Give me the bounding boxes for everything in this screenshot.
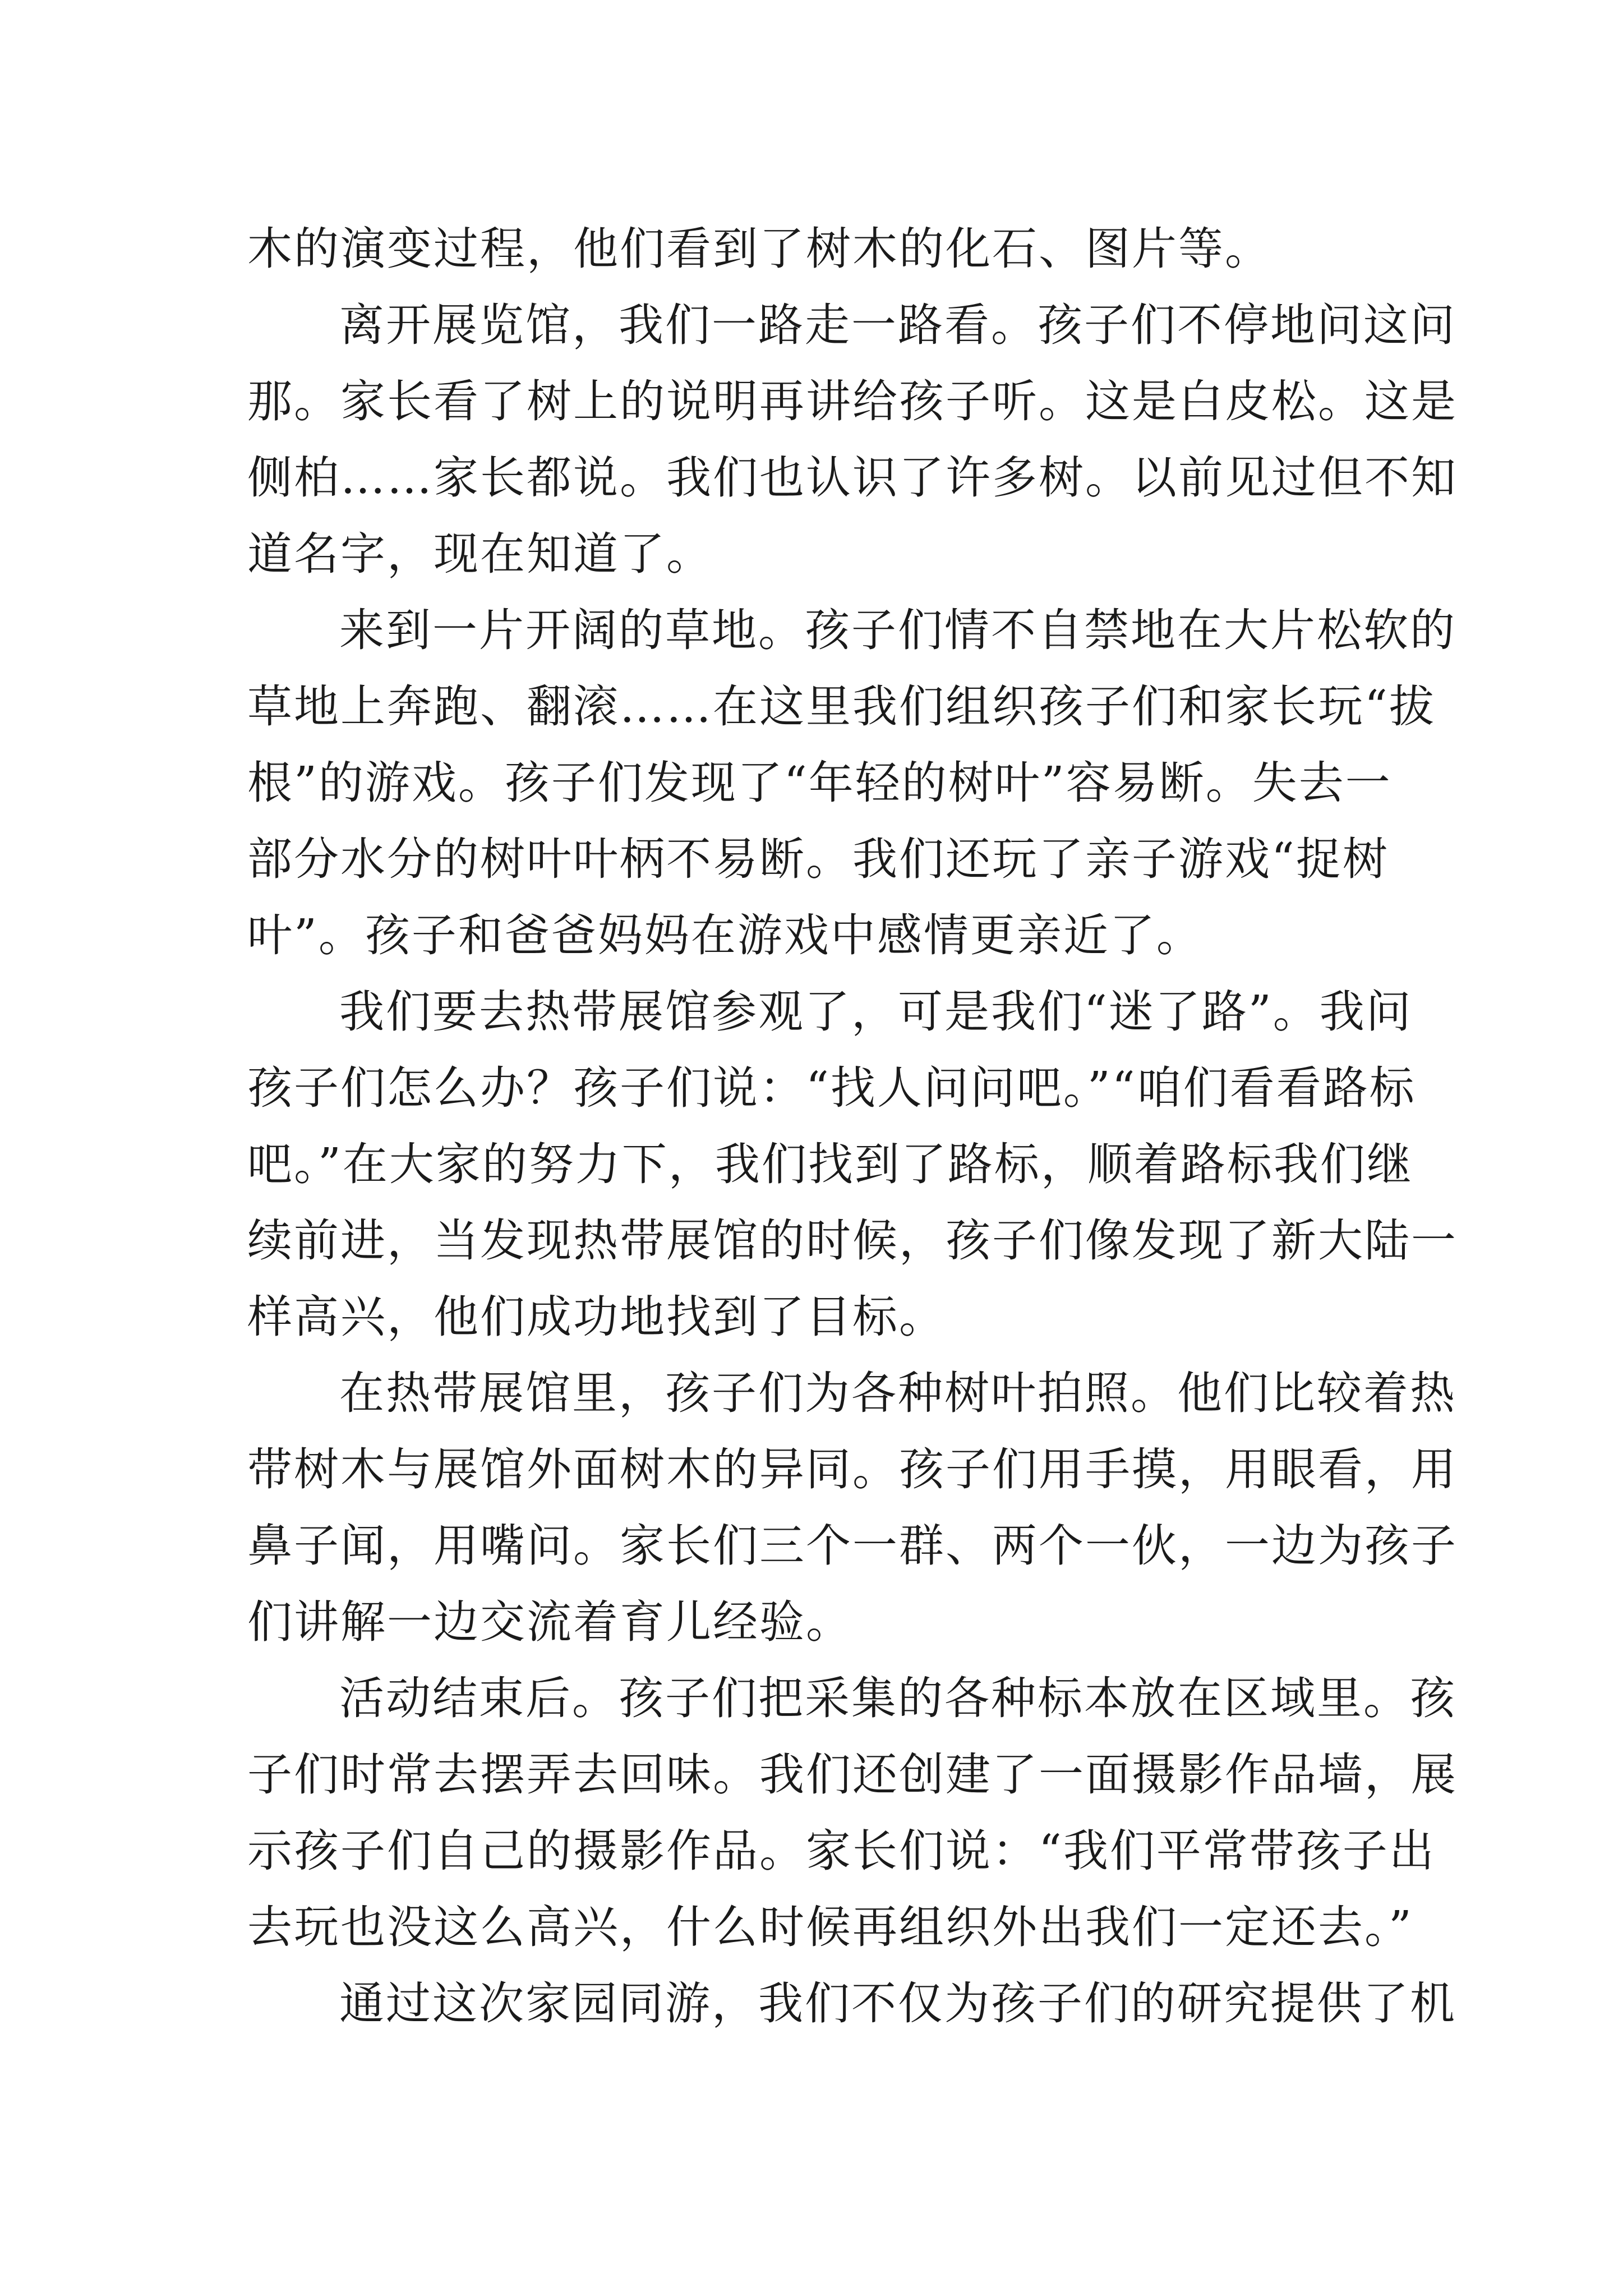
paragraph-first-line: 通过这次家园同游，我们不仅为孩子们的研究提供了机 bbox=[339, 1977, 1456, 2030]
text-line: 示孩子们自己的摄影作品。家长们说：“我们平常带孩子出 bbox=[247, 1825, 1436, 1877]
text-line: 续前进，当发现热带展馆的时候，孩子们像发现了新大陆一 bbox=[247, 1214, 1458, 1267]
text-line: 叶”。孩子和爸爸妈妈在游戏中感情更亲近了。 bbox=[247, 909, 1203, 961]
text-line: 吧。”在大家的努力下，我们找到了路标，顺着路标我们继 bbox=[247, 1138, 1413, 1190]
body-text bbox=[247, 211, 1458, 2042]
text-line: 们讲解一边交流着育儿经验。 bbox=[247, 1596, 852, 1648]
text-line: 部分水分的树叶叶柄不易断。我们还玩了亲子游戏“捉树 bbox=[247, 833, 1389, 885]
text-line: 鼻子闻，用嘴问。家长们三个一群、两个一伙，一边为孩子 bbox=[247, 1520, 1458, 1572]
text-line: 带树木与展馆外面树木的异同。孩子们用手摸，用眼看，用 bbox=[247, 1443, 1458, 1496]
text-line: 道名字，现在知道了。 bbox=[247, 528, 713, 580]
paragraph-first-line: 活动结束后。孩子们把采集的各种标本放在区域里。孩 bbox=[339, 1672, 1456, 1724]
text-line: 去玩也没这么高兴，什么时候再组织外出我们一定还去。” bbox=[247, 1901, 1413, 1953]
text-line: 那。家长看了树上的说明再讲给孩子听。这是白皮松。这是 bbox=[247, 375, 1458, 427]
text-line: 子们时常去摆弄去回味。我们还创建了一面摄影作品墙，展 bbox=[247, 1749, 1458, 1801]
paragraph-first-line: 来到一片开阔的草地。孩子们情不自禁地在大片松软的 bbox=[339, 604, 1456, 656]
text-line: 孩子们怎么办？孩子们说：“找人问问吧。”“咱们看看路标 bbox=[247, 1062, 1416, 1114]
paragraph-first-line: 我们要去热带展馆参观了，可是我们“迷了路”。我问 bbox=[339, 986, 1413, 1038]
paragraph-first-line: 在热带展馆里，孩子们为各种树叶拍照。他们比较着热 bbox=[339, 1367, 1456, 1419]
paragraph-first-line: 离开展览馆，我们一路走一路看。孩子们不停地问这问 bbox=[339, 299, 1456, 351]
text-line: 草地上奔跑、翻滚……在这里我们组织孩子们和家长玩“拔 bbox=[247, 680, 1436, 733]
text-line: 木的演变过程，他们看到了树木的化石、图片等。 bbox=[247, 223, 1271, 275]
text-line: 根”的游戏。孩子们发现了“年轻的树叶”容易断。失去一 bbox=[247, 757, 1392, 809]
text-line: 样高兴，他们成功地找到了目标。 bbox=[247, 1291, 946, 1343]
text-line: 侧柏……家长都说。我们也认识了许多树。以前见过但不知 bbox=[247, 452, 1458, 504]
